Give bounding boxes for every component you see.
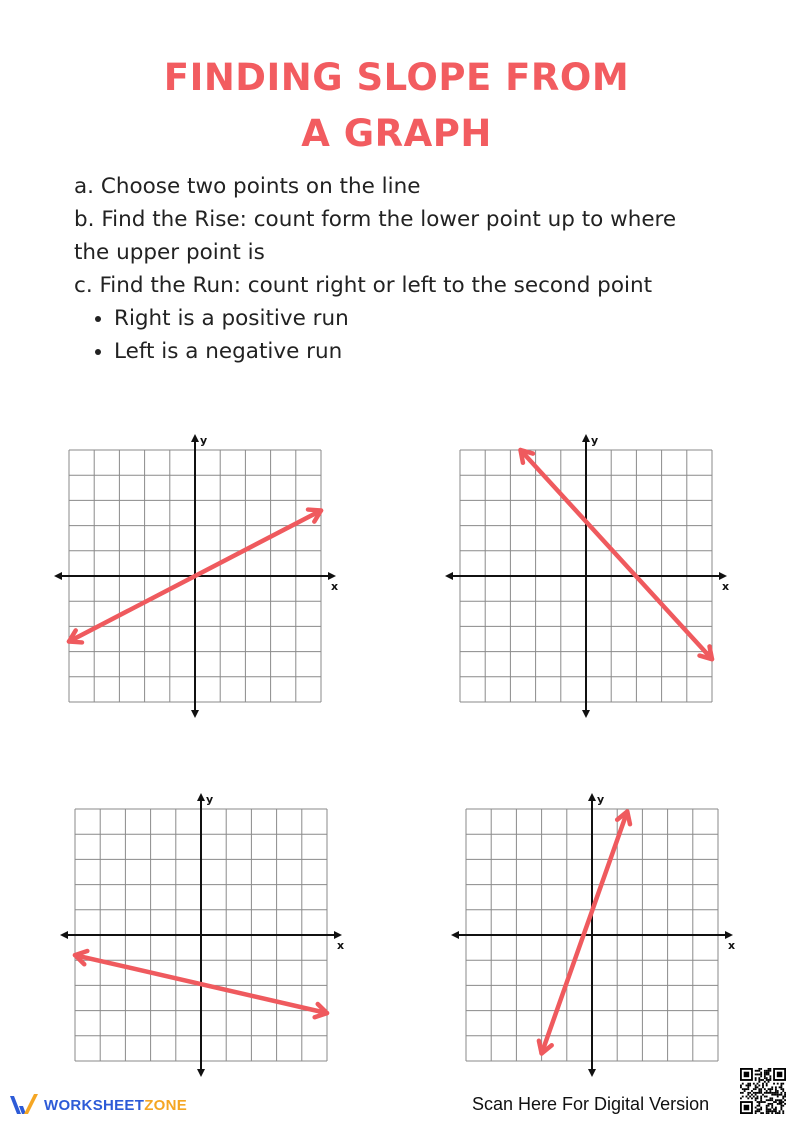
- x-axis-arrow-left: [451, 931, 459, 939]
- x-axis-arrow-left: [445, 572, 453, 580]
- x-axis-arrow-right: [334, 931, 342, 939]
- x-axis-arrow-right: [725, 931, 733, 939]
- y-axis-arrow-down: [588, 1069, 596, 1077]
- graphed-line: [520, 450, 712, 659]
- graphed-line: [539, 812, 630, 1054]
- x-axis-label: x: [728, 939, 736, 952]
- step-b-line-2: the upper point is: [74, 240, 265, 265]
- y-axis-label: y: [200, 434, 208, 447]
- qr-code-icon[interactable]: [740, 1068, 786, 1114]
- scan-instruction: Scan Here For Digital Version: [472, 1094, 710, 1114]
- graph-2: [445, 434, 735, 719]
- worksheet-zone-logo: [8, 1090, 187, 1120]
- y-axis-arrow-up: [197, 793, 205, 801]
- x-axis-arrow-left: [54, 572, 62, 580]
- x-axis-arrow-right: [719, 572, 727, 580]
- line-segment: [542, 812, 628, 1054]
- instructions: [74, 170, 764, 368]
- y-axis-arrow-down: [197, 1069, 205, 1077]
- logo-word-zone: ZONE: [144, 1096, 188, 1114]
- y-axis-arrow-up: [588, 793, 596, 801]
- y-axis-label: y: [597, 793, 605, 806]
- step-a: a. Choose two points on the line: [74, 174, 421, 199]
- title-line-2: A GRAPH: [301, 112, 492, 155]
- graph-3: [60, 793, 350, 1078]
- worksheet-title: [0, 50, 793, 162]
- y-axis-arrow-down: [191, 710, 199, 718]
- run-direction-list: [74, 302, 764, 368]
- line-segment: [520, 450, 712, 659]
- y-axis-label: y: [206, 793, 214, 806]
- logo-word-worksheet: WORKSHEET: [44, 1096, 145, 1114]
- logo-mark-icon: [8, 1092, 40, 1118]
- title-line-1: FINDING SLOPE FROM: [163, 56, 630, 99]
- x-axis-arrow-left: [60, 931, 68, 939]
- x-axis-label: x: [722, 580, 730, 593]
- bullet-negative-run: • Left is a negative run: [114, 335, 764, 368]
- y-axis-arrow-up: [191, 434, 199, 442]
- y-axis-arrow-down: [582, 710, 590, 718]
- step-c: c. Find the Run: count right or left to the second point: [74, 273, 653, 298]
- x-axis-arrow-right: [328, 572, 336, 580]
- bullet-positive-run: • Right is a positive run: [114, 302, 764, 335]
- y-axis-arrow-up: [582, 434, 590, 442]
- y-axis-label: y: [591, 434, 599, 447]
- x-axis-label: x: [337, 939, 345, 952]
- x-axis-label: x: [331, 580, 339, 593]
- graph-1: [54, 434, 344, 719]
- step-b-line-1: b. Find the Rise: count form the lower point up to where: [74, 207, 677, 232]
- graph-4: [451, 793, 741, 1078]
